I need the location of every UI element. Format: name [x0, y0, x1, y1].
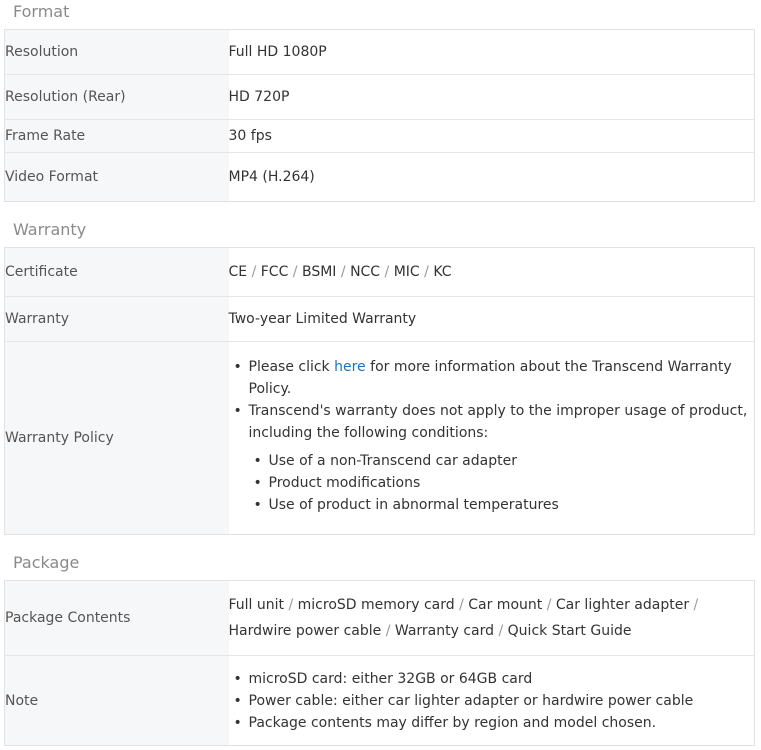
- spec-label: Resolution (Rear): [5, 75, 229, 120]
- cert-item: KC: [433, 264, 452, 280]
- table-row: [5, 75, 755, 120]
- spec-value: [229, 342, 755, 535]
- spec-value: Full unit / microSD memory card / Car mount / Car lighter adapter / Hardwire power cable / Warranty card / Quick Start Guide: [229, 581, 755, 656]
- section-title-format: Format: [13, 2, 70, 21]
- format-table: [4, 29, 755, 202]
- package-item: Car mount: [468, 597, 543, 613]
- spec-label: Video Format: [5, 153, 229, 202]
- spec-label: Frame Rate: [5, 120, 229, 153]
- spec-value: MP4 (H.264): [229, 153, 755, 202]
- spec-label: Warranty: [5, 297, 229, 342]
- cert-item: BSMI: [301, 264, 337, 280]
- spec-value: HD 720P: [229, 75, 755, 120]
- package-item: Car lighter adapter: [555, 597, 690, 613]
- package-item: Quick Start Guide: [507, 623, 632, 639]
- table-row: [5, 153, 755, 202]
- package-table: [4, 580, 755, 746]
- table-row: [5, 297, 755, 342]
- list-item: • Use of product in abnormal temperatures: [229, 494, 755, 516]
- table-row: [5, 120, 755, 153]
- table-row: [5, 248, 755, 297]
- policy-text-post: for more information about the Transcend Warranty Policy.: [248, 358, 732, 397]
- spec-value: [229, 656, 755, 746]
- package-item: microSD memory card: [297, 597, 455, 613]
- list-item: • Product modifications: [229, 472, 755, 494]
- table-row: [5, 656, 755, 746]
- cert-item: FCC: [260, 264, 289, 280]
- policy-text: Transcend's warranty does not apply to the improper usage of product, including the following conditions:: [248, 402, 748, 441]
- spec-value: 30 fps: [229, 120, 755, 153]
- list-item: • microSD card: either 32GB or 64GB card: [229, 668, 755, 690]
- policy-list: [229, 356, 755, 444]
- package-item: Warranty card: [394, 623, 495, 639]
- table-row: [5, 342, 755, 535]
- section-title-warranty: Warranty: [13, 220, 87, 239]
- spec-label: Resolution: [5, 30, 229, 75]
- cert-item: CE: [228, 264, 248, 280]
- spec-label: Warranty Policy: [5, 342, 229, 535]
- spec-label: Note: [5, 656, 229, 746]
- policy-text-pre: Please click: [248, 358, 335, 375]
- list-item: [229, 356, 755, 400]
- note-list: [229, 668, 755, 734]
- warranty-policy-link[interactable]: here: [334, 358, 366, 375]
- table-row: [5, 30, 755, 75]
- cert-item: MIC: [393, 264, 420, 280]
- spec-label: Package Contents: [5, 581, 229, 656]
- section-title-package: Package: [13, 553, 80, 572]
- spec-value: Full HD 1080P: [229, 30, 755, 75]
- list-item: • Package contents may differ by region and model chosen.: [229, 712, 755, 734]
- cert-item: NCC: [350, 264, 381, 280]
- package-item: Hardwire power cable: [228, 623, 382, 639]
- spec-value: Two-year Limited Warranty: [229, 297, 755, 342]
- warranty-table: [4, 247, 755, 535]
- package-item: Full unit: [228, 597, 285, 613]
- spec-label: Certificate: [5, 248, 229, 297]
- conditions-list: [229, 450, 755, 516]
- list-item: • Use of a non-Transcend car adapter: [229, 450, 755, 472]
- list-item: • Power cable: either car lighter adapter or hardwire power cable: [229, 690, 755, 712]
- spec-value: CE / FCC / BSMI / NCC / MIC / KC: [229, 248, 755, 297]
- table-row: [5, 581, 755, 656]
- list-item: [229, 400, 755, 444]
